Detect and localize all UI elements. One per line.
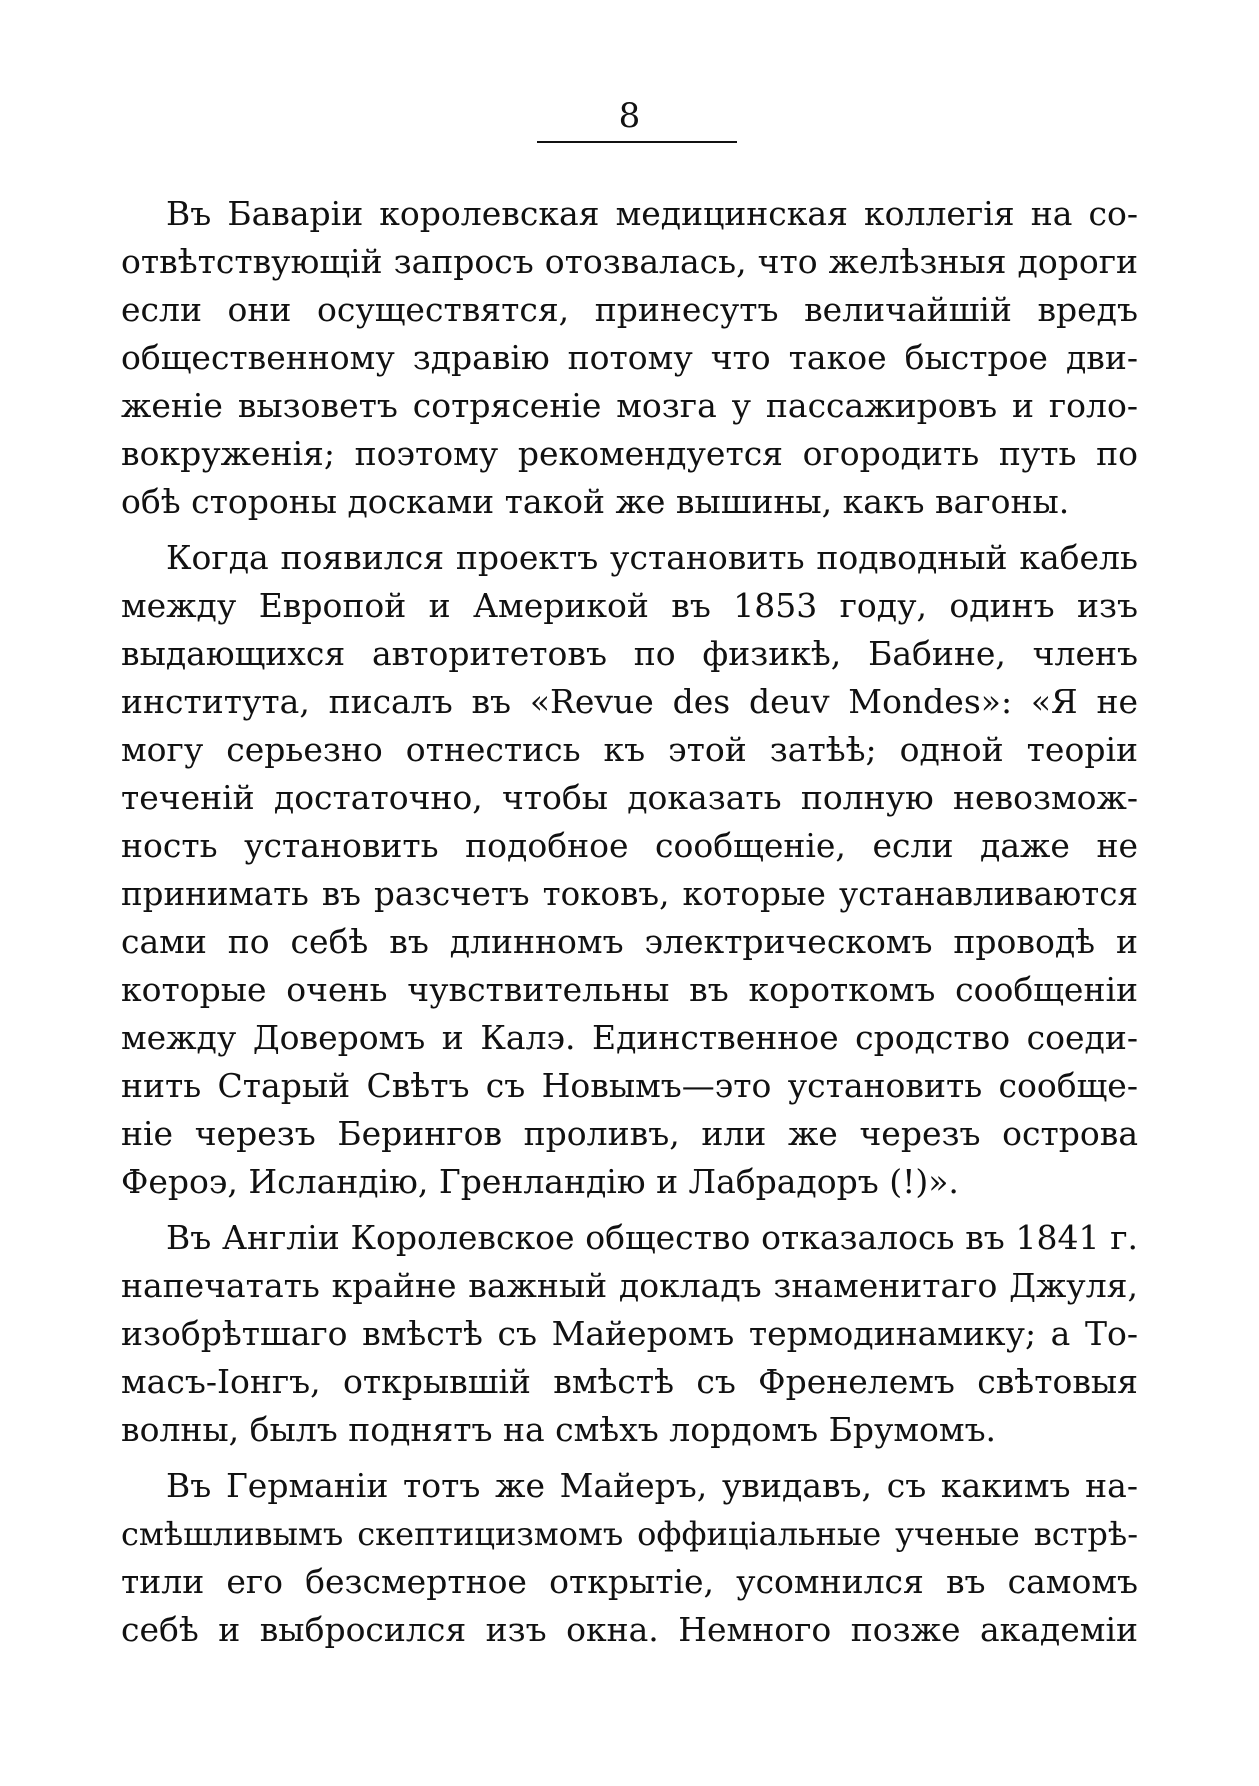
text-line: тили его безсмертное открытіе, усомнился въ самомъ bbox=[121, 1562, 1138, 1601]
text-line: теченій достаточно, чтобы доказать полную невозмож- bbox=[121, 778, 1138, 817]
page-number: 8 bbox=[618, 96, 641, 136]
text-line: Когда появился проектъ установить подводный кабель bbox=[166, 538, 1138, 577]
text-line: принимать въ разсчетъ токовъ, которые устанавливаются bbox=[121, 875, 1138, 913]
text-line: себѣ и выбросился изъ окна. Немного позже академіи bbox=[121, 1610, 1138, 1649]
paragraph-germany bbox=[121, 1462, 1138, 1654]
text-line: Въ Баваріи королевская медицинская коллегія на со- bbox=[166, 194, 1138, 233]
text-line: между Доверомъ и Калэ. Единственное сродство соеди- bbox=[121, 1018, 1138, 1057]
body-text bbox=[121, 190, 1138, 1654]
text-line: выдающихся авторитетовъ по физикѣ, Бабине, членъ bbox=[121, 634, 1138, 673]
paragraph-cable bbox=[121, 534, 1138, 1206]
text-line: смѣшливымъ скептицизмомъ оффиціальные ученые встрѣ- bbox=[121, 1515, 1138, 1553]
text-line: обѣ стороны досками такой же вышины, какъ вагоны. bbox=[121, 482, 1070, 521]
text-line: Въ Германіи тотъ же Майеръ, увидавъ, съ какимъ на- bbox=[166, 1466, 1138, 1505]
text-line: института, писалъ въ «Revue des deuv Mondes»: «Я не bbox=[121, 682, 1138, 721]
text-line: Фероэ, Исландію, Гренландію и Лабрадоръ (!)». bbox=[121, 1162, 959, 1201]
text-line: волны, былъ поднятъ на смѣхъ лордомъ Брумомъ. bbox=[121, 1410, 997, 1449]
text-line: общественному здравію потому что такое быстрое дви- bbox=[121, 338, 1138, 377]
text-line: которые очень чувствительны въ короткомъ сообщеніи bbox=[121, 970, 1138, 1009]
text-line: могу серьезно отнестись къ этой затѣѣ; одной теоріи bbox=[121, 730, 1138, 769]
text-line: вокруженія; поэтому рекомендуется огородить путь по bbox=[121, 434, 1138, 473]
paragraph-england bbox=[121, 1214, 1138, 1454]
text-line: напечатать крайне важный докладъ знаменитаго Джуля, bbox=[121, 1266, 1138, 1305]
text-line: изобрѣтшаго вмѣстѣ съ Майеромъ термодинамику; а То- bbox=[121, 1314, 1138, 1353]
text-line: ніе черезъ Берингов проливъ, или же черезъ острова bbox=[121, 1114, 1138, 1153]
paragraph-bavaria bbox=[121, 190, 1138, 526]
text-line: сами по себѣ въ длинномъ электрическомъ проводѣ и bbox=[121, 922, 1138, 961]
text-line: ность установить подобное сообщеніе, если даже не bbox=[121, 826, 1138, 865]
text-line: отвѣтствующій запросъ отозвалась, что желѣзныя дороги bbox=[121, 242, 1138, 281]
text-line: Въ Англіи Королевское общество отказалось въ 1841 г. bbox=[166, 1218, 1138, 1257]
text-line: нить Старый Свѣтъ съ Новымъ—это установить сообще- bbox=[121, 1066, 1138, 1105]
text-line: если они осуществятся, принесутъ величайшій вредъ bbox=[121, 290, 1138, 329]
text-line: между Европой и Америкой въ 1853 году, одинъ изъ bbox=[121, 586, 1138, 625]
text-line: масъ-Іонгъ, открывшій вмѣстѣ съ Френелемъ свѣтовыя bbox=[121, 1362, 1138, 1401]
text-line: женіе вызоветъ сотрясеніе мозга у пассажировъ и голо- bbox=[121, 386, 1138, 425]
page-number-rule bbox=[537, 141, 737, 143]
